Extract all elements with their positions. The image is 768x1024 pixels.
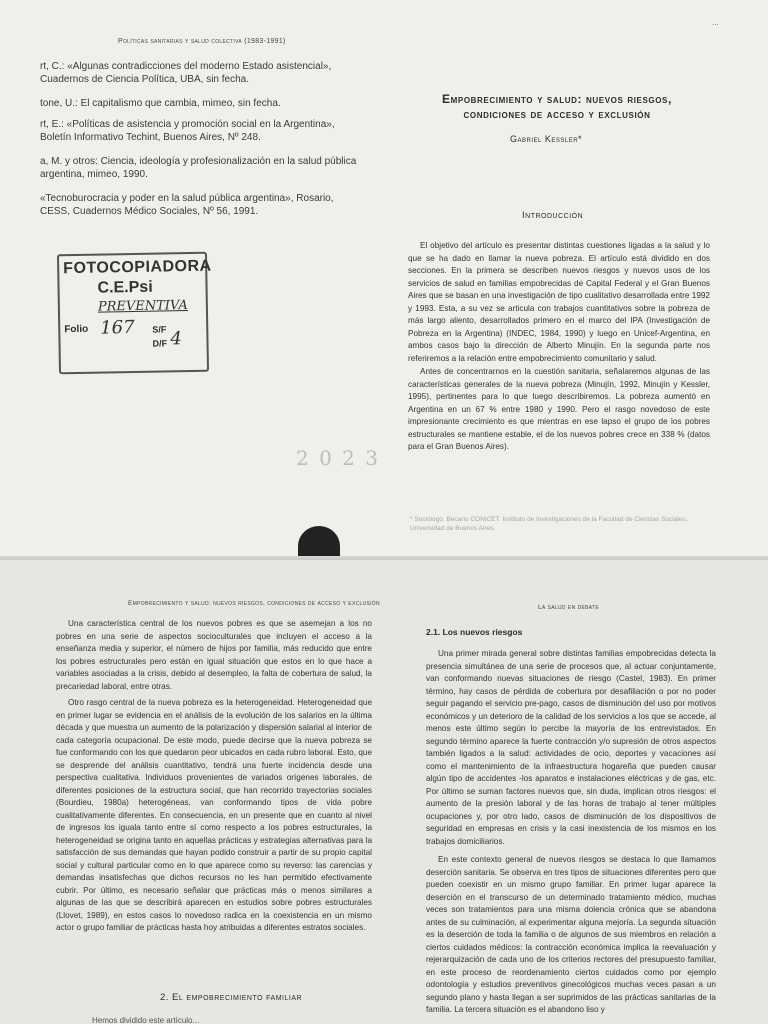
article-title: [412, 92, 702, 122]
stamp-title: FOTOCOPIADORA: [63, 257, 212, 278]
stamp-sf-label: S/F: [152, 324, 167, 335]
running-header-left: Políticas sanitarias y salud colectiva (1983-1991): [118, 38, 286, 45]
stamp-folio-value: 167: [100, 316, 135, 339]
reference-entry: a, M. y otros: Ciencia, ideología y profesionalización en la salud pública argentina, mimeo, 1990.: [40, 156, 357, 180]
stamp-df-value: 4: [170, 328, 183, 350]
title-line-2: condiciones de acceso y exclusión: [463, 107, 651, 121]
stamp-subtitle: C.E.Psi: [97, 278, 153, 297]
body-paragraph-1: Una característica central de los nuevos pobres es que se asemejan a los no pobres en una serie de aspectos socioculturales que incluyen el acceso a la enseñanza media y superior, el número de hijos por familia, más reducido que entre los pobres estructurales pero están en igual situación que estos en lo que hace a variables asociadas a la crisis, debido al desempleo, la falta de cobertura de salud, la precariedad laboral, entre otras.: [56, 619, 372, 691]
intro-paragraph-2: Antes de concentrarnos en la cuestión sanitaria, señalaremos algunas de las características generales de la nueva pobreza (Minujín, 1992, Minujín y Kessler, 1995), pertinentes para lo que luego describiremos. La pobreza aumentó en Argentina en un 67 % entre 1980 y 1990. Pero el rasgo novedoso de este impresionante crecimiento es que mientras en ese lapso el grupo de los pobres estructurales se mantiene estable, el de los nuevos pobres crece en 338 % (datos para el Gran Buenos Aires).: [408, 367, 710, 451]
corner-mark: ...: [712, 18, 719, 27]
running-header-right: La salud en debate: [538, 604, 600, 611]
reference-entry: rt, C.: «Algunas contradicciones del moderno Estado asistencial», Cuadernos de Ciencia Política, UBA, sin fecha.: [40, 61, 332, 85]
body-paragraph-2: Otro rasgo central de la nueva pobreza es la heterogeneidad. Heterogeneidad que en primer lugar se evidencia en el análisis de la evolución de los salarios en la última década y que muestra un aumento de la polarización y dispersión salarial al interior de cada categoría ocupacional. De este modo, puede decirse que la nueva pobreza se fue conformando con los que quedaron peor ubicados en cada rubro laboral. Esto, que se desprende del análisis cuantitativo, tendrá una fuerte incidencia desde una perspectiva cualitativa. Individuos provenientes de variados orígenes laborales, de diferentes posiciones de la estructura social, que han recorrido trayectorias sociales (Bourdieu, 1980a) heterogéneas, van conformando tipos de vida pobre cualitativamente diferentes. En consecuencia, en un presente que en cuanto al nivel de ingresos los iguala tanto entre sí como respecto a los pobres estructurales, la heterogeneidad se origina tanto en aquellas prácticas y estrategias alternativas para la satisfacción de sus demandas que hayan podido construir a partir de su propio capital social y cultural particular como en lo que aparece como su reverso: las carencias y demandas insatisfechas que dichos recursos no les han permitido efectivamente cubrir. Por último, es necesario señalar que prácticas más o menos similares a algunas de las que se describirá aparecen en estudios sobre pobres estructurales (Llovet, 1989), en estos casos lo novedoso radica en la coexistencia en un mismo actor o grupo familiar de prácticas hasta hoy atribuidas a diferentes estratos sociales.: [56, 698, 372, 932]
stamp-folio-label: Folio: [64, 323, 89, 336]
section-heading-nuevos-riesgos: 2.1. Los nuevos riesgos: [426, 627, 523, 637]
body-paragraph-riesgos-1: Una primer mirada general sobre distintas familias empobrecidas detecta la presencia simultánea de una serie de procesos que, al actuar conjuntamente, van conformando nuevas situaciones de riesgo (Castel, 1983). En primer término, hay casos de pérdida de cobertura por desafiliación o por no poder seguir pagando el servicio pre-pago, casos de disminución del uso por motivos económicos y un deterioro de la calidad de los servicios a los que se accede, al menos este último según lo percibe la mayoría de los entrevistados. En segundo término aparece la fuerte contracción y/o supresión de otros aspectos también ligados a la salud: actividades de ocio, deportes y vacaciones así como el mantenimiento de la infraestructura hogareña que pueden causar algún tipo de accidentes -los aparatos e instalaciones eléctricas y de gas, etc. Por último se suman factores nuevos que, sin duda, implican otros riesgos: el aumento de la presión laboral y de las horas de trabajo al tener múltiples ocupaciones y, por otro lado, casos de disminución de los dispositivos de seguridad en empresas en crisis y la casi inexistencia de los mismos en los trabajos domiciliarios.: [426, 649, 716, 846]
faint-handwritten-number: 2 0 2 3: [296, 446, 380, 470]
bottom-page-spread: [0, 560, 768, 1024]
body-paragraph-riesgos-2: En este contexto general de nuevos riesgos se destaca lo que llamamos deserción sanitaria. Se observa en tres tipos de situaciones diferentes pero que pueden coexistir en un mismo grupo familiar. En primer lugar aparece la deserción en el transcurso de un determinado tratamiento médico, muchas veces son tratamientos para una misma dolencia crónica que se abandona antes de su culminación, al experimentar alguna mejoría. La segunda situación es la deserción de toda la familia o de algunos de sus miembros en relación a ciertos cuidados médicos: la contracción económica implica la reevaluación y rejerarquización de cada uno de los criterios rectores del presupuesto familiar, en este proceso de reordenamiento ciertos cuidados como por ejemplo odontología y estudios preventivos ginecológicos muchas veces pasan a un segundo plano y hasta llegan a ser suprimidos de las prácticas sanitarias de la familia. La tercera situación es el abandono liso y: [426, 855, 716, 1014]
cut-off-line: Hemos dividido este artículo...: [92, 1016, 200, 1024]
title-line-1: Empobrecimiento y salud: nuevos riesgos,: [442, 92, 672, 106]
section-heading-introduction: Introducción: [522, 210, 584, 221]
footnote-author: * Sociólogo. Becario CONICET. Instituto de Investigaciones de la Facultad de Ciencias Sociales, Universidad de Buenos Aires.: [410, 516, 688, 532]
reference-entry: rt, E.: «Políticas de asistencia y promoción social en la Argentina», Boletín Informativo Techint, Buenos Aires, Nº 248.: [40, 119, 335, 143]
reference-entry: tone, U.: El capitalismo que cambia, mimeo, sin fecha.: [40, 98, 281, 109]
stamp-df-label: D/F: [152, 338, 168, 349]
article-author: Gabriel Kessler*: [510, 134, 583, 144]
intro-paragraph-1: El objetivo del artículo es presentar distintas cuestiones ligadas a la salud y lo que se ha dado en llamar la nueva pobreza. El artículo está dividido en dos secciones. En la primera se describen nuevos riesgos y nuevos usos de los servicios de salud en familias empobrecidas de Capital Federal y el Gran Buenos Aires que se basan en una investigación de tipo cualitativo desarrollada entre 1992 y 1993. Esta, a su vez se articula con trabajos cuantitativos sobre la pobreza de más largo aliento, desarrollados primero en el marco del IPA (Investigación de Pobreza en la Argentina) (INDEC, 1984, 1990) y luego en Unicef-Argentina, en ambos casos bajo la dirección de Alberto Minujín. En la segunda parte nos referiremos a la relación entre empobrecimiento comunitario y salud.: [408, 241, 710, 363]
photocopy-stamp: [57, 252, 212, 375]
reference-entry: «Tecnoburocracia y poder en la salud pública argentina», Rosario, CESS, Cuadernos Médico Sociales, Nº 56, 1991.: [40, 193, 334, 217]
running-header-left: Empobrecimiento y salud: nuevos riesgos, condiciones de acceso y exclusión: [128, 600, 380, 607]
stamp-handwritten-note: PREVENTIVA: [97, 298, 188, 315]
section-heading-empobrecimiento: 2. El empobrecimiento familiar: [160, 992, 303, 1003]
scan-dark-artifact: [298, 526, 340, 560]
